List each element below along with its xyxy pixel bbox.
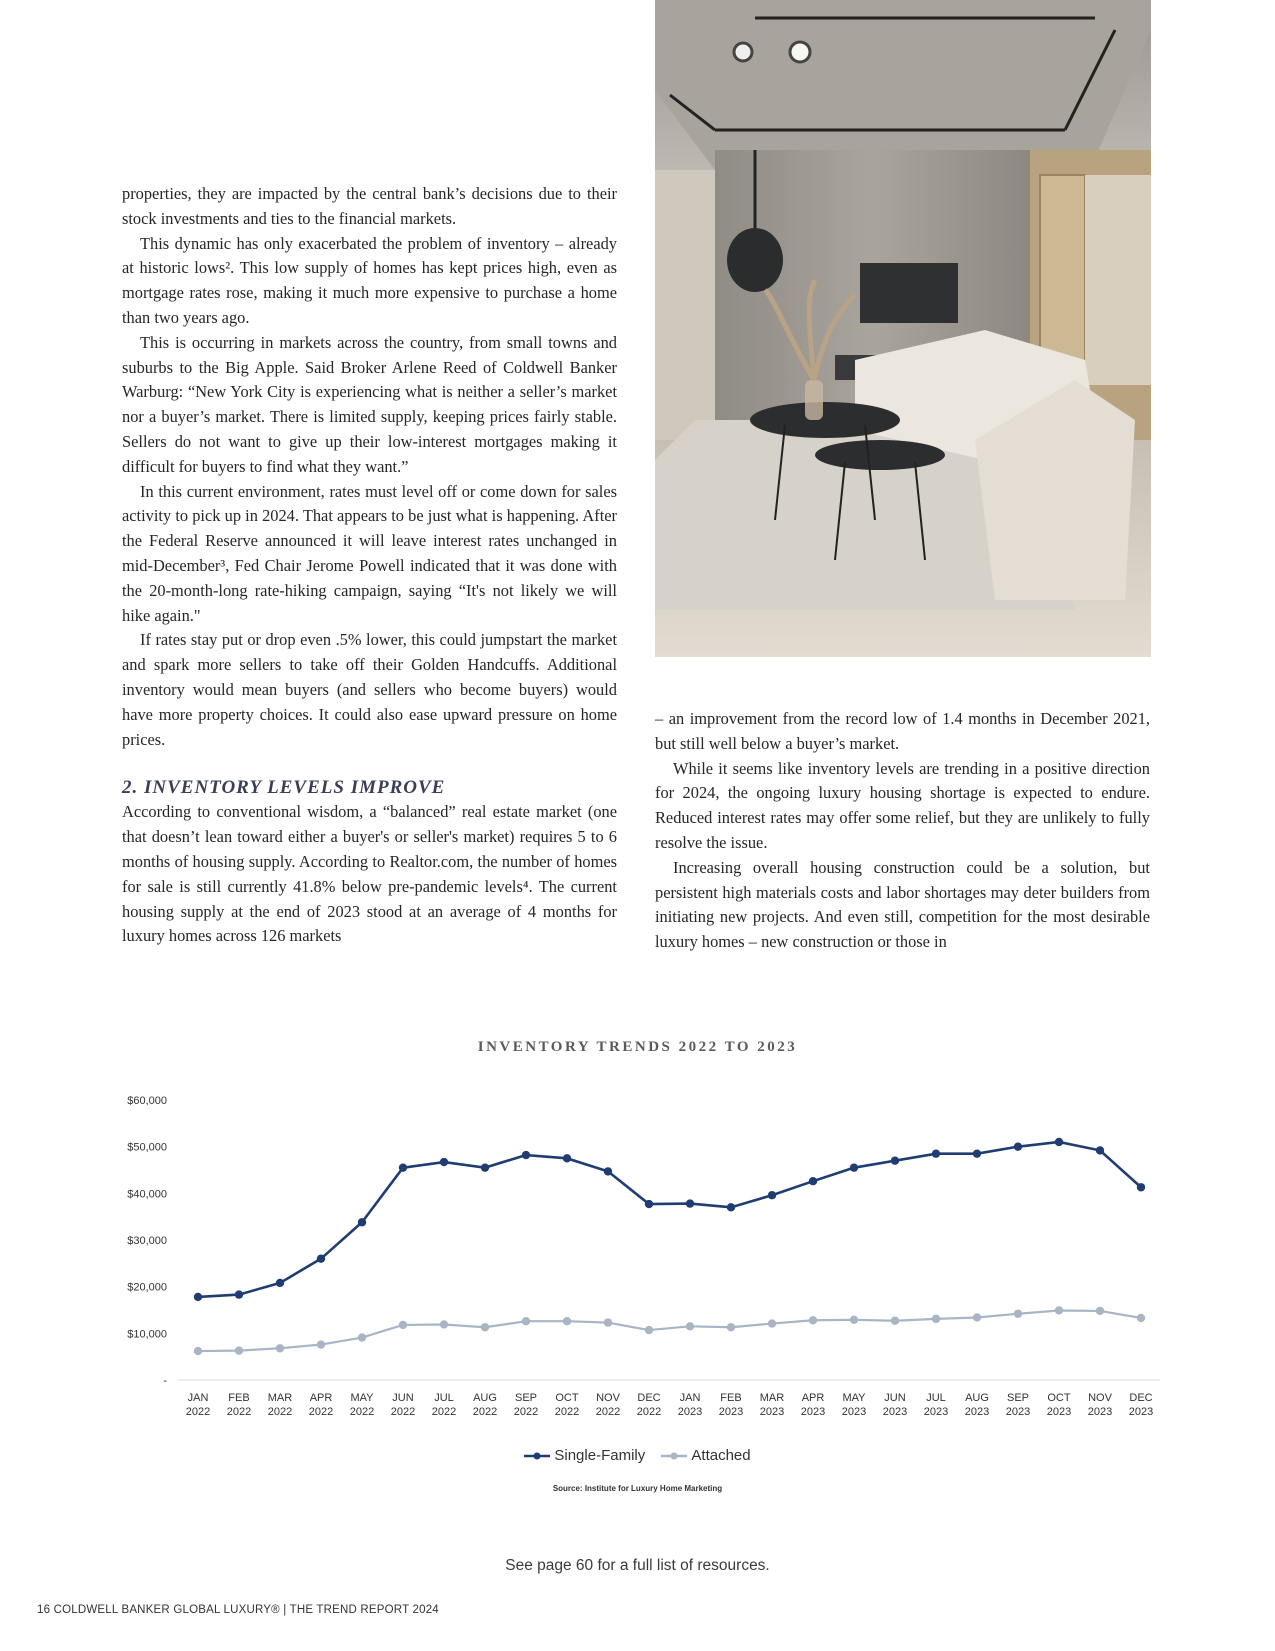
article-left-column — [122, 182, 617, 949]
data-point-attached — [850, 1316, 858, 1324]
x-tick-label-month: OCT — [1047, 1392, 1071, 1404]
x-tick-label-month: FEB — [228, 1392, 250, 1404]
x-tick-label-month: DEC — [1129, 1392, 1153, 1404]
series-line-single-family — [198, 1142, 1141, 1297]
data-point-attached — [563, 1317, 571, 1325]
x-tick-label-year: 2023 — [718, 1406, 744, 1418]
data-point-single-family — [522, 1151, 530, 1159]
data-point-attached — [1014, 1310, 1022, 1318]
x-tick-label-year: 2023 — [1046, 1406, 1072, 1418]
data-point-attached — [358, 1333, 366, 1341]
data-point-single-family — [1137, 1183, 1145, 1191]
x-tick-label-year: 2022 — [226, 1406, 252, 1418]
x-tick-label-month: AUG — [473, 1392, 497, 1404]
paragraph: – an improvement from the record low of 1.4 months in December 2021, but still well below a buyer’s market. — [655, 709, 1150, 753]
data-point-single-family — [358, 1218, 366, 1226]
inventory-line-chart — [0, 1080, 1275, 1440]
data-point-single-family — [932, 1149, 940, 1157]
paragraph: According to conventional wisdom, a “balanced” real estate market (one that doesn’t lean toward either a buyer's or seller's market) requires 5 to 6 months of housing supply. According to Realtor.com, the number of homes for sale is still currently 41.8% below pre-pandemic levels⁴. The current housing supply at the end of 2023 stood at an average of 4 months for luxury homes across 126 markets — [122, 802, 617, 946]
data-point-attached — [276, 1344, 284, 1352]
x-tick-label-month: FEB — [720, 1392, 742, 1404]
x-tick-label-month: APR — [309, 1392, 333, 1404]
paragraph: properties, they are impacted by the central bank’s decisions due to their stock investments and ties to the financial markets. — [122, 184, 617, 228]
data-point-attached — [768, 1319, 776, 1327]
data-point-attached — [1137, 1314, 1145, 1322]
chart-source: Source: Institute for Luxury Home Marketing — [552, 1484, 723, 1493]
data-point-attached — [399, 1321, 407, 1329]
data-point-single-family — [563, 1154, 571, 1162]
x-tick-label-month: JUL — [434, 1392, 454, 1404]
data-point-attached — [481, 1323, 489, 1331]
x-tick-label-month: MAY — [350, 1392, 374, 1404]
x-tick-label-month: SEP — [1006, 1392, 1030, 1404]
data-point-attached — [973, 1313, 981, 1321]
data-point-single-family — [768, 1191, 776, 1199]
x-tick-label-year: 2022 — [431, 1406, 457, 1418]
article-right-column — [655, 707, 1150, 955]
paragraph: Increasing overall housing construction could be a solution, but persistent high materials costs and labor shortages may deter builders from initiating new projects. And even still, competition for the most desirable luxury homes – new construction or those in — [655, 857, 1150, 952]
x-tick-label-month: JUN — [392, 1392, 414, 1404]
data-point-single-family — [194, 1293, 202, 1301]
living-room-illustration — [655, 0, 1151, 657]
x-tick-label-year: 2023 — [923, 1406, 949, 1418]
paragraph: While it seems like inventory levels are trending in a positive direction for 2024, the ongoing luxury housing shortage is expected to endure. Reduced interest rates may offer some relief, but they are unlikely to fully resolve the issue. — [655, 758, 1150, 852]
x-tick-label-year: 2022 — [472, 1406, 498, 1418]
data-point-single-family — [481, 1163, 489, 1171]
x-tick-label-month: JUN — [884, 1392, 906, 1404]
data-point-single-family — [317, 1254, 325, 1262]
x-tick-label-year: 2022 — [267, 1406, 293, 1418]
x-tick-label-month: JAN — [679, 1392, 701, 1404]
data-point-single-family — [645, 1200, 653, 1208]
data-point-attached — [686, 1322, 694, 1330]
data-point-attached — [727, 1323, 735, 1331]
legend-label: Attached — [691, 1447, 751, 1464]
page-number: 16 — [37, 1604, 51, 1616]
x-tick-label-month: NOV — [1088, 1392, 1112, 1404]
x-tick-label-year: 2022 — [390, 1406, 416, 1418]
section-heading: 2. INVENTORY LEVELS IMPROVE — [122, 777, 446, 799]
data-point-single-family — [686, 1199, 694, 1207]
data-point-single-family — [850, 1163, 858, 1171]
x-tick-label-month: MAY — [842, 1392, 866, 1404]
x-tick-label-year: 2023 — [1087, 1406, 1113, 1418]
x-tick-label-year: 2022 — [513, 1406, 539, 1418]
y-tick-label: $10,000 — [127, 1328, 167, 1341]
x-tick-label-year: 2022 — [308, 1406, 334, 1418]
x-tick-label-year: 2022 — [349, 1406, 375, 1418]
data-point-attached — [1055, 1306, 1063, 1314]
series-line-attached — [198, 1310, 1141, 1351]
living-room-photo — [655, 0, 1151, 657]
data-point-single-family — [604, 1167, 612, 1175]
legend-label: Single-Family — [554, 1447, 646, 1464]
data-point-single-family — [727, 1203, 735, 1211]
x-tick-label-month: APR — [801, 1392, 825, 1404]
y-tick-label: $40,000 — [127, 1188, 167, 1201]
x-tick-label-month: AUG — [965, 1392, 989, 1404]
x-tick-label-month: DEC — [637, 1392, 661, 1404]
x-tick-label-year: 2022 — [595, 1406, 621, 1418]
legend-item-single-family — [524, 1447, 645, 1464]
legend-marker-attached — [661, 1451, 687, 1461]
x-tick-label-year: 2022 — [554, 1406, 580, 1418]
data-point-attached — [522, 1317, 530, 1325]
x-tick-label-year: 2023 — [841, 1406, 867, 1418]
x-tick-label-year: 2023 — [677, 1406, 703, 1418]
x-tick-label-year: 2022 — [185, 1406, 211, 1418]
x-tick-label-month: JAN — [187, 1392, 209, 1404]
chart-legend — [0, 1447, 1275, 1465]
legend-item-attached — [661, 1447, 750, 1464]
y-tick-label: - — [163, 1375, 167, 1387]
x-tick-label-month: MAR — [267, 1392, 293, 1404]
data-point-attached — [645, 1326, 653, 1334]
data-point-single-family — [399, 1163, 407, 1171]
data-point-single-family — [276, 1279, 284, 1287]
data-point-single-family — [891, 1156, 899, 1164]
y-tick-label: $20,000 — [127, 1281, 167, 1294]
data-point-attached — [440, 1320, 448, 1328]
data-point-attached — [235, 1346, 243, 1354]
page-footer — [37, 1604, 439, 1616]
y-tick-label: $30,000 — [127, 1235, 167, 1247]
data-point-single-family — [973, 1149, 981, 1157]
data-point-attached — [891, 1317, 899, 1325]
x-tick-label-year: 2023 — [1005, 1406, 1031, 1418]
resources-note: See page 60 for a full list of resources. — [505, 1557, 770, 1574]
paragraph: If rates stay put or drop even .5% lower, this could jumpstart the market and spark more sellers to take off their Golden Handcuffs. Additional inventory would mean buyers (and sellers who become buyers) would have more property choices. It could also ease upward pressure on home prices. — [122, 630, 617, 749]
data-point-attached — [604, 1318, 612, 1326]
x-tick-label-month: OCT — [555, 1392, 579, 1404]
data-point-attached — [932, 1315, 940, 1323]
paragraph: In this current environment, rates must level off or come down for sales activity to pick up in 2024. That appears to be just what is happening. After the Federal Reserve announced it will leave interest rates unchanged in mid-December³, Fed Chair Jerome Powell indicated that it was done with the 20-month-long rate-hiking campaign, saying “It's not likely we will hike again." — [122, 481, 617, 625]
data-point-single-family — [1096, 1146, 1104, 1154]
data-point-attached — [809, 1316, 817, 1324]
data-point-attached — [317, 1340, 325, 1348]
data-point-single-family — [1055, 1138, 1063, 1146]
data-point-attached — [194, 1347, 202, 1355]
x-tick-label-month: SEP — [514, 1392, 538, 1404]
data-point-attached — [1096, 1307, 1104, 1315]
x-tick-label-month: MAR — [759, 1392, 785, 1404]
x-tick-label-month: NOV — [596, 1392, 620, 1404]
x-tick-label-year: 2023 — [1128, 1406, 1154, 1418]
y-tick-label: $60,000 — [127, 1095, 167, 1107]
chart-title: INVENTORY TRENDS 2022 TO 2023 — [477, 1039, 798, 1055]
x-tick-label-year: 2023 — [800, 1406, 826, 1418]
x-tick-label-year: 2022 — [636, 1406, 662, 1418]
paragraph: This dynamic has only exacerbated the problem of inventory – already at historic lows². This low supply of homes has kept prices high, even as mortgage rates rose, making it much more expensive to purchase a home than two years ago. — [122, 233, 617, 327]
y-tick-label: $50,000 — [127, 1141, 167, 1154]
x-tick-label-year: 2023 — [882, 1406, 908, 1418]
data-point-single-family — [440, 1158, 448, 1166]
footer-text: COLDWELL BANKER GLOBAL LUXURY® | THE TREND REPORT 2024 — [53, 1604, 439, 1616]
data-point-single-family — [235, 1290, 243, 1298]
legend-marker-single-family — [524, 1451, 550, 1461]
data-point-single-family — [1014, 1142, 1022, 1150]
x-tick-label-month: JUL — [926, 1392, 946, 1404]
data-point-single-family — [809, 1177, 817, 1185]
paragraph: This is occurring in markets across the country, from small towns and suburbs to the Big Apple. Said Broker Arlene Reed of Coldwell Banker Warburg: “New York City is experiencing what is neither a seller’s market nor a buyer’s market. There is limited supply, keeping prices fairly stable. Sellers do not want to give up their low-interest mortgages making it difficult for buyers to find what they want.” — [122, 332, 617, 476]
x-tick-label-year: 2023 — [759, 1406, 785, 1418]
x-tick-label-year: 2023 — [964, 1406, 990, 1418]
